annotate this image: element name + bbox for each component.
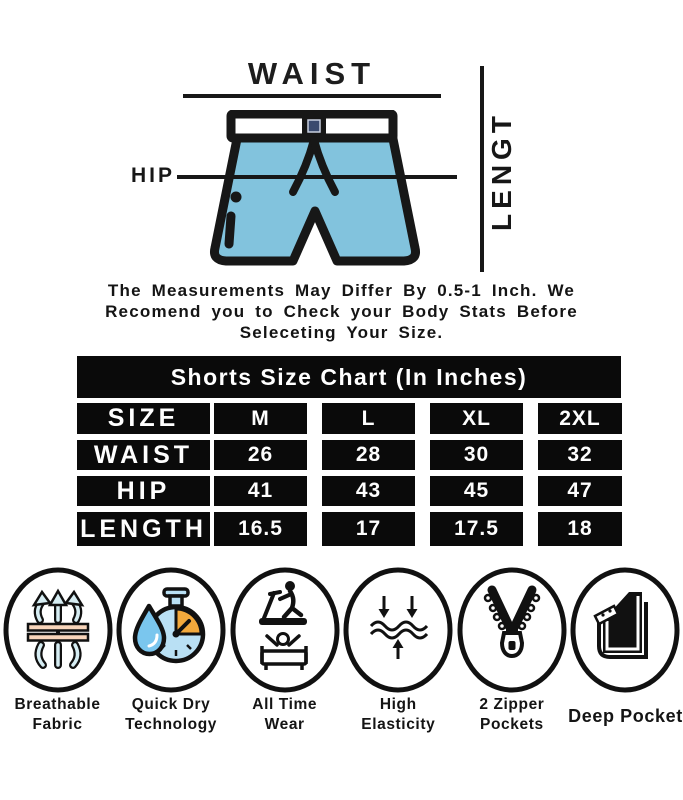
value-cell: 43	[322, 476, 415, 506]
feature-zipper-pockets	[455, 566, 568, 735]
value-cell: 45	[430, 476, 523, 506]
length-measure-label: LENGT	[486, 111, 517, 231]
feature-all-time-wear	[228, 566, 341, 735]
feature-badges-row	[0, 566, 683, 735]
high-elasticity-icon	[342, 566, 454, 694]
header-cell-xl: XL	[430, 403, 523, 434]
header-cell-2xl: 2XL	[538, 403, 622, 434]
value-cell: 18	[538, 512, 622, 546]
row-label: LENGTH	[77, 512, 210, 546]
value-cell: 32	[538, 440, 622, 470]
feature-caption: High Elasticity	[361, 696, 436, 733]
row-label: HIP	[77, 476, 210, 506]
hip-measure-label: HIP	[130, 164, 175, 187]
quick-dry-icon	[115, 566, 227, 694]
waist-measure-line	[183, 94, 441, 98]
length-measure-line	[480, 66, 484, 272]
value-cell: 41	[214, 476, 307, 506]
header-cell-m: M	[214, 403, 307, 434]
row-label: WAIST	[77, 440, 210, 470]
feature-high-elasticity	[342, 566, 455, 735]
shorts-illustration-icon	[205, 110, 425, 272]
feature-caption: Quick Dry Technology	[125, 696, 217, 733]
waist-measure-label: WAIST	[247, 56, 377, 91]
feature-caption: 2 Zipper Pockets	[479, 696, 545, 733]
value-cell: 28	[322, 440, 415, 470]
all-time-wear-icon	[229, 566, 341, 694]
shorts-graphic	[205, 110, 425, 277]
breathable-fabric-icon	[2, 566, 114, 694]
measurement-disclaimer	[0, 280, 683, 343]
zipper-pockets-icon	[456, 566, 568, 694]
header-cell-size: SIZE	[77, 403, 210, 434]
value-cell: 17	[322, 512, 415, 546]
feature-caption: All Time Wear	[252, 696, 318, 733]
feature-caption: Deep Pocket	[568, 706, 683, 726]
feature-breathable-fabric	[1, 566, 114, 735]
table-row-hip	[77, 476, 626, 506]
disclaimer-line: Recomend you to Check your Body Stats Before	[105, 302, 578, 321]
size-chart-title: Shorts Size Chart (In Inches)	[77, 356, 621, 398]
feature-caption: Breathable Fabric	[14, 696, 101, 733]
value-cell: 47	[538, 476, 622, 506]
deep-pocket-icon	[569, 566, 681, 694]
size-chart-table	[77, 403, 626, 552]
feature-quick-dry	[115, 566, 228, 735]
table-header-row	[77, 403, 626, 434]
disclaimer-line: Seleceting Your Size.	[239, 323, 444, 342]
table-row-length	[77, 512, 626, 546]
hip-measure-line	[177, 175, 457, 179]
value-cell: 17.5	[430, 512, 523, 546]
value-cell: 30	[430, 440, 523, 470]
table-row-waist	[77, 440, 626, 470]
header-cell-l: L	[322, 403, 415, 434]
value-cell: 16.5	[214, 512, 307, 546]
feature-deep-pocket	[569, 566, 682, 735]
value-cell: 26	[214, 440, 307, 470]
disclaimer-line: The Measurements May Differ By 0.5-1 Inch. We	[107, 281, 576, 300]
